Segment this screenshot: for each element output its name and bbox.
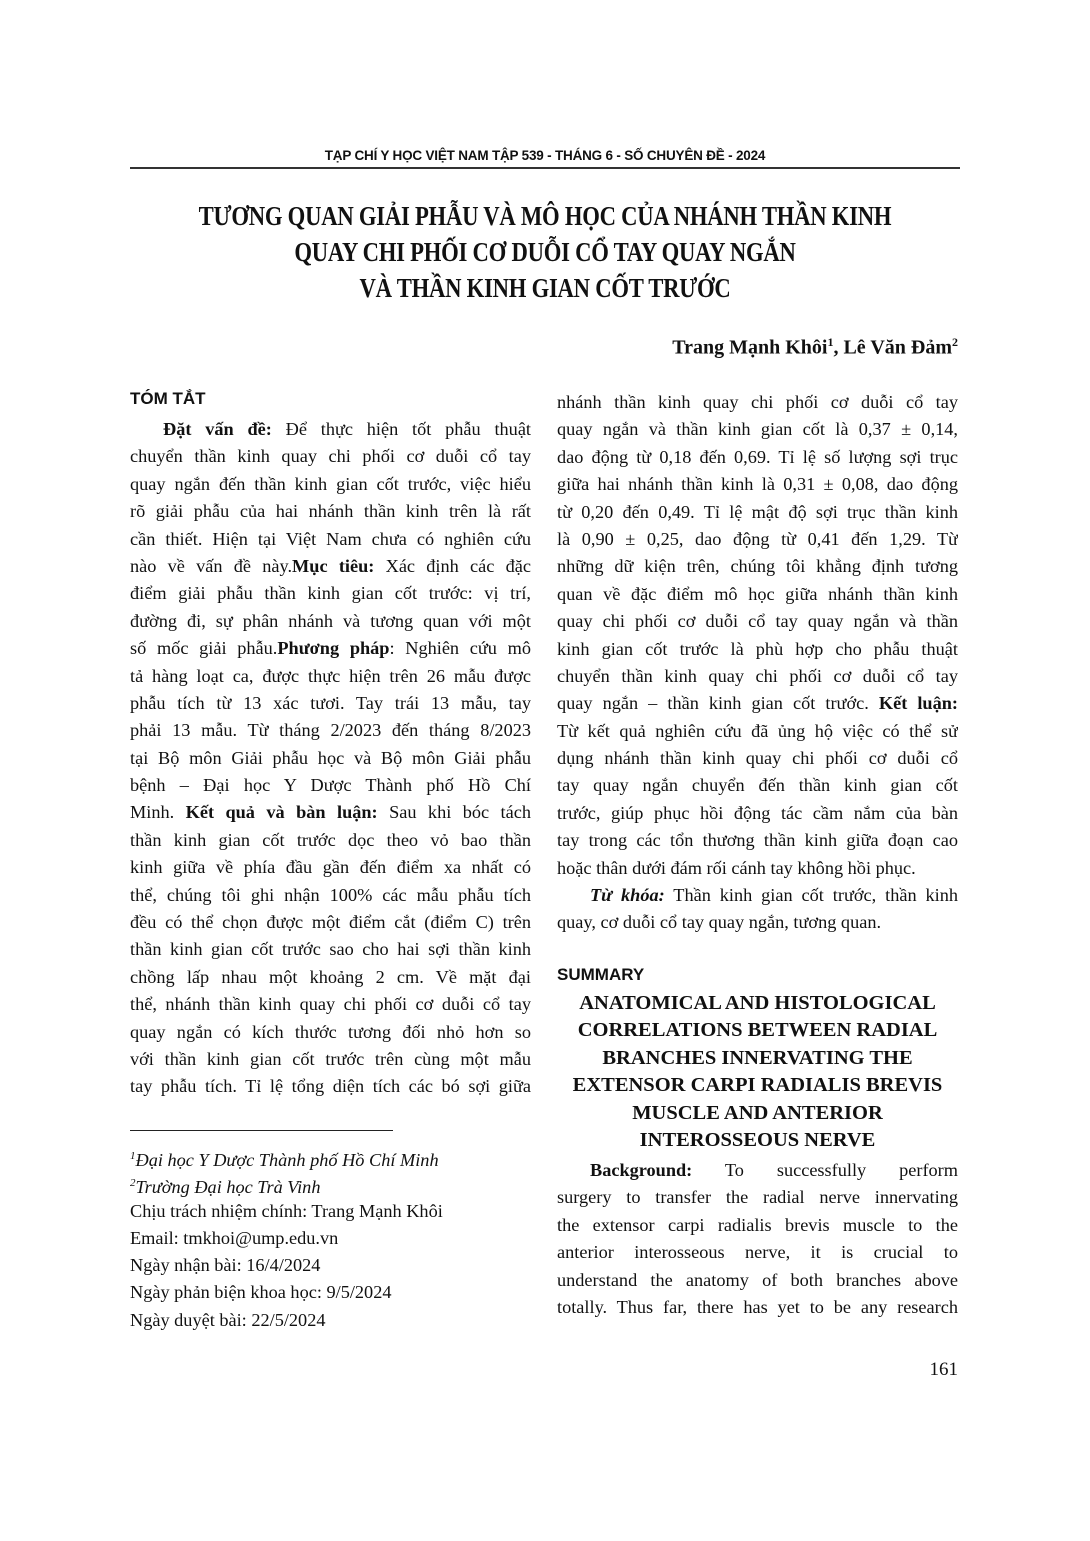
text-run: Để thực hiện tốt phẫu thuật	[271, 419, 531, 439]
text-line	[130, 690, 531, 717]
bold-label: Kết quả và bàn luận:	[185, 802, 378, 823]
text-run: chuyển thần kinh quay chi phối cơ duỗi cổ tay	[557, 665, 958, 686]
received-date: Ngày nhận bài: 16/4/2024	[130, 1255, 321, 1276]
header-rule	[130, 167, 960, 169]
text-line	[557, 1239, 958, 1266]
title-line: VÀ THẦN KINH GIAN CỐT TRƯỚC	[359, 273, 731, 303]
text-run: điểm giải phẫu thần kinh gian cốt trước: vị trí,	[130, 583, 531, 604]
text-line	[557, 772, 958, 799]
text-run: từ 0,20 đến 0,49. Tỉ lệ mật độ sợi trục thần kinh	[557, 501, 958, 522]
text-line	[557, 416, 958, 443]
text-line	[557, 581, 958, 608]
text-run: To successfully perform	[692, 1160, 958, 1180]
text-run: Sau khi bóc tách	[377, 802, 531, 823]
text-line	[557, 855, 958, 882]
text-line	[557, 471, 958, 498]
page-number: 161	[929, 1359, 958, 1380]
text-line	[557, 745, 958, 772]
author-affiliation-mark: 2	[952, 335, 958, 349]
text-run: tay phẫu tích. Tỉ lệ tổng diện tích các bó sợi giữa	[130, 1076, 531, 1097]
text-line	[557, 1157, 958, 1184]
affiliation-text: Trường Đại học Trà Vinh	[135, 1177, 321, 1198]
text-run: là 0,90 ± 0,25, dao động từ 0,41 đến 1,29. Từ	[557, 528, 958, 549]
text-run: thần kinh gian cốt trước sao cho hai sợi thần kinh	[130, 939, 531, 960]
text-line	[130, 1046, 531, 1073]
text-line	[130, 772, 531, 799]
email: Email: tmkhoi@ump.edu.vn	[130, 1227, 339, 1248]
text-line	[557, 690, 958, 717]
text-run: totally. Thus far, there has yet to be any research	[557, 1296, 958, 1317]
english-title-line: CORRELATIONS BETWEEN RADIAL	[577, 1019, 938, 1042]
text-line	[130, 827, 531, 854]
text-line	[557, 526, 958, 553]
text-run: phải 13 mẫu. Từ tháng 2/2023 đến tháng 8/2023	[130, 720, 531, 741]
affiliation-text: Đại học Y Dược Thành phố Hồ Chí Minh	[135, 1150, 439, 1171]
text-line	[557, 718, 958, 745]
text-line	[557, 1212, 958, 1239]
text-run: quay ngắn và thần kinh gian cốt là 0,37 ± 0,14,	[557, 419, 958, 440]
text-run: giữa hai nhánh thần kinh là 0,31 ± 0,08, dao động	[557, 474, 958, 495]
corresponding-author: Chịu trách nhiệm chính: Trang Mạnh Khôi	[130, 1200, 443, 1221]
text-run: quan về đặc điểm mô học giữa nhánh thần kinh	[557, 583, 958, 604]
author-affiliation-mark: 1	[827, 335, 834, 349]
text-run: Xác định các đặc	[374, 555, 531, 576]
bold-label: Phương pháp	[277, 638, 390, 659]
text-line	[557, 882, 958, 909]
text-line	[557, 389, 958, 416]
text-line	[130, 608, 531, 635]
affiliation	[130, 1170, 443, 1197]
text-run: quay chi phối cơ duỗi cổ tay quay ngắn và thần	[557, 611, 958, 632]
text-run: cần thiết. Hiện tại Việt Nam chưa có nghiên cứu	[130, 528, 531, 549]
text-run: kinh gian cốt trước là phù hợp cho phẫu thuật	[557, 638, 958, 659]
text-line	[130, 498, 531, 525]
text-line	[557, 800, 958, 827]
text-run: : Nghiên cứu mô	[389, 638, 531, 659]
text-line	[557, 636, 958, 663]
text-run: Minh.	[130, 802, 186, 823]
text-run: chồng lấp nhau một khoảng 2 cm. Về mặt đại	[130, 966, 531, 987]
text-run: Thần kinh gian cốt trước, thần kinh	[664, 885, 958, 906]
text-line	[130, 854, 531, 881]
text-run: những dữ kiện trên, chúng tôi khẳng định tương	[557, 556, 958, 577]
text-line	[130, 745, 531, 772]
authors	[672, 335, 958, 360]
text-run: quay ngắn – thần kinh gian cốt trước.	[557, 693, 879, 714]
text-run: phẫu tích từ 13 xác tươi. Tay trái 13 mẫu, tay	[130, 692, 531, 713]
english-title-line: ANATOMICAL AND HISTOLOGICAL	[579, 992, 936, 1014]
text-line	[130, 443, 531, 470]
affiliation	[130, 1143, 443, 1170]
text-line	[557, 444, 958, 471]
summary-heading: SUMMARY	[557, 965, 645, 984]
text-run: understand the anatomy of both branches above	[557, 1269, 958, 1290]
text-run: quay, cơ duỗi cổ tay quay ngắn, tương quan.	[557, 912, 882, 933]
text-line	[557, 608, 958, 635]
text-line	[557, 827, 958, 854]
footnotes	[130, 1143, 443, 1334]
text-line	[557, 1267, 958, 1294]
text-line	[557, 499, 958, 526]
author-name: Lê Văn Đảm	[843, 336, 952, 359]
text-line	[557, 909, 958, 936]
abstract-heading: TÓM TẮT	[130, 389, 206, 408]
text-run: anterior interosseous nerve, it is crucial to	[557, 1242, 958, 1263]
text-run: tay trong các tổn thương thần kinh giữa đoạn cao	[557, 830, 958, 851]
text-line	[130, 882, 531, 909]
text-line	[130, 553, 531, 580]
bold-label: Background:	[590, 1160, 693, 1180]
abstract-right-column	[557, 389, 958, 937]
text-run: thần kinh gian cốt trước dọc theo vỏ bao thần	[130, 829, 531, 850]
text-run: đều có thể chọn được một điểm cắt (điểm C) trên	[130, 912, 531, 933]
text-line	[557, 663, 958, 690]
text-run: thể, chúng tôi ghi nhận 100% các mẫu phẫu tích	[130, 884, 531, 905]
text-line	[130, 1073, 531, 1100]
reviewed-date: Ngày phản biện khoa học: 9/5/2024	[130, 1282, 392, 1303]
text-run: trước, giúp phục hồi động tác cầm nắm của bàn	[557, 802, 958, 823]
text-line	[130, 471, 531, 498]
english-title-line: INTEROSSEOUS NERVE	[639, 1129, 876, 1152]
text-run: tả hàng loạt ca, được thực hiện trên 26 mẫu được	[130, 665, 531, 686]
title-line: TƯƠNG QUAN GIẢI PHẪU VÀ MÔ HỌC CỦA NHÁNH THẦN KINH	[198, 201, 892, 231]
affiliation-mark: 1	[130, 1150, 136, 1162]
text-line	[557, 1294, 958, 1321]
bold-label: Từ khóa:	[590, 885, 665, 906]
text-run: rõ giải phẫu của hai nhánh thần kinh trên là rất	[130, 501, 531, 522]
running-header: TẠP CHÍ Y HỌC VIỆT NAM TẬP 539 - THÁNG 6 - SỐ CHUYÊN ĐỀ - 2024	[324, 148, 766, 163]
footnote-rule	[130, 1130, 393, 1131]
english-abstract	[557, 1157, 958, 1321]
text-run: bệnh – Đại học Y Dược Thành phố Hồ Chí	[130, 775, 531, 796]
affiliation-mark: 2	[130, 1177, 136, 1190]
bold-label: Mục tiêu:	[292, 555, 375, 576]
author-name: Trang Mạnh Khôi	[672, 336, 828, 359]
abstract-left-column	[130, 416, 531, 1101]
text-run: quay ngắn có kích thước tương đối nhỏ hơn so	[130, 1021, 531, 1042]
text-line	[130, 580, 531, 607]
text-run: hoặc thân dưới đám rối cánh tay không hồi phục.	[557, 857, 916, 878]
text-run: the extensor carpi radialis brevis muscle to the	[557, 1214, 958, 1235]
text-line	[130, 964, 531, 991]
text-run: Từ kết quả nghiên cứu đã ủng hộ việc có thể sử	[557, 720, 958, 741]
text-line	[557, 553, 958, 580]
english-title-line: MUSCLE AND ANTERIOR	[632, 1101, 883, 1124]
text-line	[130, 635, 531, 662]
text-run: quay ngắn đến thần kinh gian cốt trước, việc hiểu	[130, 473, 531, 494]
text-line	[130, 799, 531, 826]
text-line	[130, 717, 531, 744]
text-run: tay quay ngắn chuyển đến thần kinh gian cốt	[557, 775, 958, 796]
text-line	[130, 1019, 531, 1046]
text-run: thể, nhánh thần kinh quay chi phối cơ duỗi cổ tay	[130, 994, 531, 1015]
text-run: dụng nhánh thần kinh quay chi phối cơ duỗi cổ	[557, 748, 958, 769]
text-line	[130, 416, 531, 443]
text-run: kinh giữa về phía đầu gần đến điểm xa nhất có	[130, 857, 531, 878]
title-line: QUAY CHI PHỐI CƠ DUỖI CỔ TAY QUAY NGẮN	[294, 237, 796, 267]
text-line	[130, 991, 531, 1018]
bold-label: Đặt vấn đề:	[163, 419, 272, 439]
english-title-line: BRANCHES INNERVATING THE	[602, 1046, 913, 1069]
text-line	[130, 909, 531, 936]
text-line	[557, 1184, 958, 1211]
text-line	[130, 526, 531, 553]
text-line	[130, 663, 531, 690]
text-run: đường đi, sự phân nhánh và tương quan với một	[130, 610, 531, 631]
text-line	[130, 936, 531, 963]
text-run: nhánh thần kinh quay chi phối cơ duỗi cổ tay	[557, 392, 958, 412]
bold-label: Kết luận:	[878, 693, 958, 714]
text-run: nào về vấn đề này.	[130, 555, 293, 576]
accepted-date: Ngày duyệt bài: 22/5/2024	[130, 1309, 326, 1330]
english-title	[557, 990, 958, 1154]
text-run: với thần kinh gian cốt trước trên cùng một mẫu	[130, 1048, 531, 1069]
text-run: tại Bộ môn Giải phẫu học và Bộ môn Giải phẫu	[130, 747, 531, 768]
author-separator: ,	[833, 336, 844, 359]
text-run: số mốc giải phẫu.	[130, 638, 278, 659]
text-run: chuyển thần kinh quay chi phối cơ duỗi cổ tay	[130, 446, 531, 467]
english-title-line: EXTENSOR CARPI RADIALIS BREVIS	[572, 1074, 943, 1097]
text-run: dao động từ 0,18 đến 0,69. Tỉ lệ số lượng sợi trục	[557, 446, 958, 467]
text-run: surgery to transfer the radial nerve innervating	[557, 1187, 958, 1208]
article-title	[100, 198, 990, 306]
